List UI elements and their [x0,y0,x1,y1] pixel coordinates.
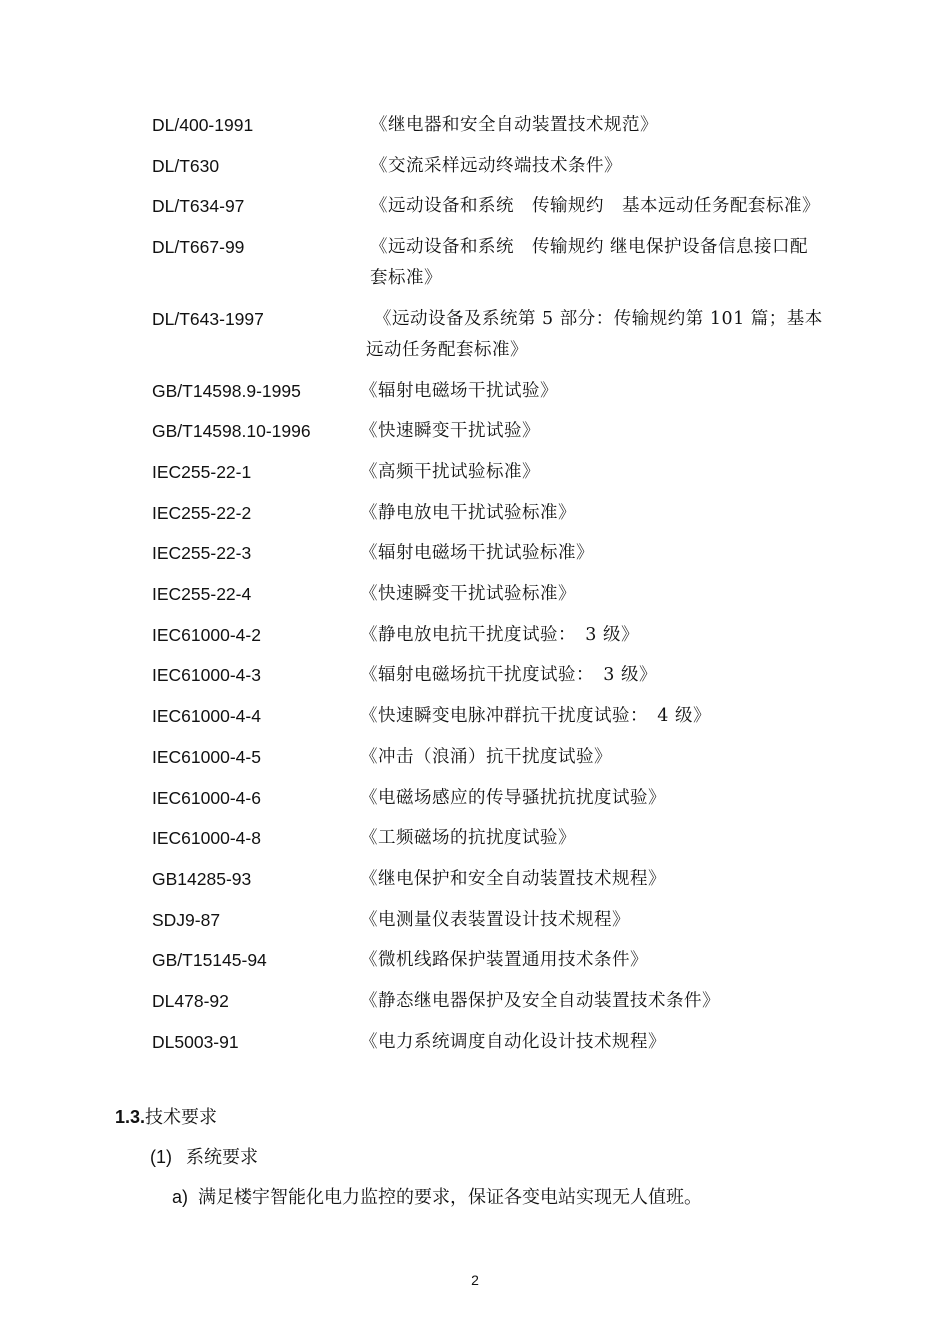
standard-title-line: 《静态继电器保护及安全自动装置技术条件》 [360,991,720,1011]
standard-title-line: 《静电放电干扰试验标准》 [360,502,576,523]
standard-code: SDJ9-87 [152,909,221,930]
standard-code: IEC61000-4-5 [152,746,261,767]
standard-title [370,110,852,141]
item-text: 满足楼宇智能化电力监控的要求，保证各变电站实现无人值班。 [198,1187,703,1208]
standard-title-line: 《电力系统调度自动化设计技术规程》 [360,1031,666,1052]
standard-title-line: 套标准》 [370,268,442,289]
standard-title-line: 《继电保护和安全自动装置技术规程》 [360,868,666,889]
section-number: 1.3. [115,1107,146,1127]
standard-title [360,457,852,488]
standard-title-line: 《交流采样远动终端技术条件》 [370,155,622,176]
standard-title-line: 《继电器和安全自动装置技术规范》 [370,115,658,135]
standard-title-line: 《远动设备及系统第 5 部分：传输规约第 101 篇；基本 [374,308,823,329]
standard-code: IEC61000-4-2 [152,624,261,645]
standard-code: IEC61000-4-8 [152,828,261,849]
standard-title [360,1027,852,1058]
standard-title [370,191,852,222]
standard-code: IEC255-22-1 [152,461,252,482]
standard-title [360,742,852,773]
standard-title [360,376,852,407]
standard-title-line: 《辐射电磁场干扰试验标准》 [360,543,594,564]
standard-title [360,416,852,447]
standard-code: DL/400-1991 [152,115,254,135]
standard-title [360,945,852,976]
standard-code: DL/T630 [152,155,220,176]
standard-code: GB/T14598.10-1996 [152,421,311,442]
standard-title-line: 《辐射电磁场干扰试验》 [360,380,558,401]
standard-title-line: 《快速瞬变干扰试验标准》 [360,584,576,604]
subsection-title: 系统要求 [186,1147,258,1168]
page-number: 2 [471,1272,479,1288]
requirement-item [172,1182,702,1213]
standard-title [360,905,852,936]
standard-code: IEC61000-4-6 [152,787,261,808]
standard-title-line: 《冲击（浪涌）抗干扰度试验》 [360,746,612,767]
standard-title [360,579,852,610]
standard-title-line: 《静电放电抗干扰度试验： 3 级》 [360,624,639,645]
standard-title [360,823,852,854]
standard-title [360,620,852,651]
standard-title [360,660,852,691]
standard-title-line: 《辐射电磁场抗干扰度试验： 3 级》 [360,665,657,686]
standard-code: IEC255-22-4 [152,584,252,604]
standard-code: IEC255-22-3 [152,543,252,564]
standard-code: GB14285-93 [152,868,252,889]
standard-title-line: 《快速瞬变干扰试验》 [360,421,540,442]
standard-title-line: 《远动设备和系统 传输规约 基本远动任务配套标准》 [370,196,820,217]
standard-code: GB/T14598.9-1995 [152,380,301,401]
standard-title-line: 《工频磁场的抗扰度试验》 [360,828,576,849]
item-number: a) [172,1187,189,1207]
standard-title [370,151,852,182]
standard-title-line: 《电测量仪表装置设计技术规程》 [360,909,630,930]
standard-title [360,701,852,732]
standard-title-line: 远动任务配套标准》 [366,339,528,360]
standard-code: GB/T15145-94 [152,950,267,971]
standard-code: IEC61000-4-4 [152,706,261,727]
standard-title [360,538,852,569]
standard-title [360,986,852,1017]
standard-code: DL/T643-1997 [152,308,264,329]
subsection-number: (1) [150,1147,172,1167]
standard-title [366,304,852,366]
section-title: 技术要求 [145,1107,218,1128]
subsection-heading [150,1142,258,1173]
standard-code: DL5003-91 [152,1031,239,1052]
standard-title-line: 《微机线路保护装置通用技术条件》 [360,950,648,971]
standard-title-line: 《远动设备和系统 传输规约 继电保护设备信息接口配 [370,237,809,258]
standard-title-line: 《高频干扰试验标准》 [360,461,540,482]
section-heading [115,1102,217,1133]
standard-code: IEC61000-4-3 [152,665,261,686]
standard-code: DL/T667-99 [152,237,245,258]
standard-title-line: 《快速瞬变电脉冲群抗干扰度试验： 4 级》 [360,706,711,727]
standard-title [360,783,852,814]
standard-code: DL478-92 [152,991,229,1011]
standard-title [370,232,852,294]
standard-title-line: 《电磁场感应的传导骚扰抗扰度试验》 [360,787,666,808]
standard-code: DL/T634-97 [152,196,245,217]
standard-code: IEC255-22-2 [152,502,252,523]
standard-title [360,864,852,895]
standard-title [360,498,852,529]
